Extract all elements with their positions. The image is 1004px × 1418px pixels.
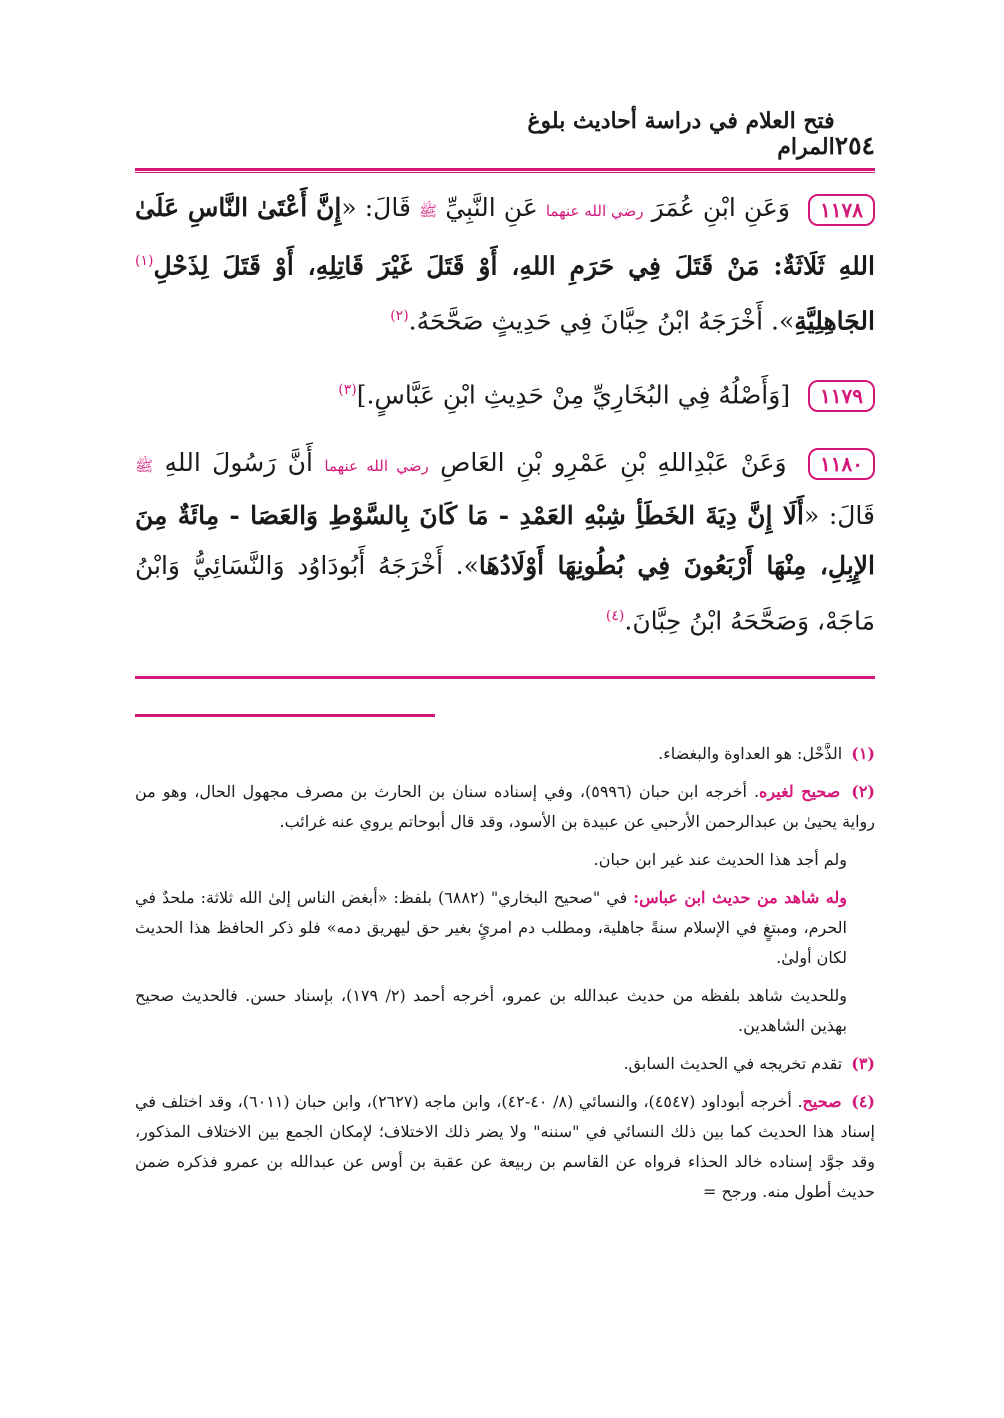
grading-label: صحيح لغيره <box>759 782 841 802</box>
hadith-text: [وَأَصْلُهُ فِي البُخَارِيِّ مِنْ حَدِيثِ ابْنِ عَبَّاسٍ.] <box>356 379 791 409</box>
header-divider <box>135 168 875 173</box>
hadith-number-badge: ١١٧٩ <box>808 380 875 412</box>
hadith-text: أَنَّ رَسُولَ اللهِ <box>164 447 313 477</box>
hadith-1180 <box>135 438 875 646</box>
footnote-4 <box>135 1087 875 1207</box>
prophetic-text: أَلَا إِنَّ دِيَةَ الخَطَأِ شِبْهِ العَمْدِ - مَا كَانَ بِالسَّوْطِ وَالعَصَا - مِائَةٌ مِنَ الإِبِلِ، مِنْهَا أَرْبَعُونَ فِي بُطُونِهَا أَوْلَادُهَا <box>135 500 876 580</box>
footnote-text: ولم أجد هذا الحديث عند غير ابن حبان. <box>593 850 847 870</box>
footnote-2 <box>135 777 875 837</box>
footnote-ref[interactable]: (١) <box>135 253 154 269</box>
footnote-paragraph <box>135 845 875 875</box>
footnote-number: (٤) <box>851 1092 875 1112</box>
footnote-text: تقدم تخريجه في الحديث السابق. <box>623 1054 843 1074</box>
footnotes <box>135 739 875 1207</box>
hadith-number-badge: ١١٨٠ <box>808 448 875 480</box>
hadith-text: وَعَنْ عَبْدِاللهِ بْنِ عَمْرِو بْنِ العَاصِ <box>440 447 787 477</box>
hadith-number-badge: ١١٧٨ <box>808 194 875 226</box>
honorific: ﷺ <box>135 456 154 475</box>
footnote-3 <box>135 1049 875 1079</box>
footnote-number: (٢) <box>851 782 875 802</box>
hadith-1179 <box>135 365 875 420</box>
footnote-text: . أخرجه ابن حبان (٥٩٩٦)، وفي إسناده سنان بن الحارث بن مصرف مجهول الحال، وهو من رواية يحيىٰ بن عبدالرحمن الأرحبي عن عبيدة بن الأسود، وقد قال أبوحاتم يروي عنه غرائب. <box>135 782 875 832</box>
honorific: رضي الله عنهما <box>324 456 429 475</box>
hadith-text: ». أَخْرَجَهُ أَبُودَاوُد وَالنَّسَائِيُّ وَابْنُ مَاجَهْ، وَصَحَّحَهُ ابْنُ حِبَّانَ. <box>135 550 875 636</box>
footnote-text: وللحديث شاهد بلفظه من حديث عبدالله بن عمرو، أخرجه أحمد (٢/ ١٧٩)، بإسناد حسن. فالحديث صحيح بهذين الشاهدين. <box>135 986 847 1036</box>
footnote-ref[interactable]: (٣) <box>338 381 357 398</box>
footnote-ref[interactable]: (٤) <box>605 607 625 624</box>
footnote-text: في "صحيح البخاري" (٦٨٨٢) بلفظ: «أبغض الناس إلىٰ الله ثلاثة: ملحدٌ في الحرم، ومبتغٍ في الإسلام سنةً جاهلية، ومطلب دم امرئٍ بغير حق ليهريق دمه» فلو ذكر الحافظ هذا الحديث لكان أولىٰ. <box>135 888 847 968</box>
hadith-text: ». أَخْرَجَهُ ابْنُ حِبَّانَ فِي حَدِيثٍ صَحَّحَهُ. <box>408 306 795 336</box>
page-number: ٢٥٤ <box>834 131 875 160</box>
running-header <box>135 108 875 160</box>
footnote-1 <box>135 739 875 769</box>
grading-label: صحيح <box>802 1092 842 1112</box>
footnote-number: (١) <box>851 744 875 764</box>
honorific: ﷺ <box>419 202 438 220</box>
hadith-text: وَعَنِ ابْنِ عُمَرَ <box>651 193 790 222</box>
footnote-paragraph <box>135 883 875 973</box>
footnote-number: (٣) <box>851 1054 875 1074</box>
witness-label: وله شاهد من حديث ابن عباس: <box>633 888 847 908</box>
prophetic-text: الجَاهِلِيَّةِ <box>794 306 875 336</box>
hadith-text: قَالَ: « <box>341 193 411 222</box>
book-title: فتح العلام في دراسة أحاديث بلوغ المرام <box>527 108 835 160</box>
footnote-text: . أخرجه أبوداود (٤٥٤٧)، والنسائي (٨/ ٤٠-٤٢)، وابن ماجه (٢٦٢٧)، وابن حبان (٦٠١١)، وقد اختلف في إسناد هذا الحديث كما بين ذلك النسائي في "سننه" ولا يضر ذلك الاختلاف؛ لإمكان الجمع بين الاختلاف المذكور، وقد جوَّد إسناده خالد الحذاء فرواه عن القاسم بن ربيعة عن عقبة بن أوس عن عبدالله بن عمرو فذكره ضمن حديث أطول منه. ورجح = <box>135 1092 875 1202</box>
footnote-separator <box>135 714 435 717</box>
footnote-paragraph <box>135 981 875 1041</box>
prophetic-text: إِنَّ أَعْتَىٰ النَّاسِ عَلَىٰ اللهِ ثَلَاثَةٌ: مَنْ قَتَلَ فِي حَرَمِ اللهِ، أَوْ قَتَلَ غَيْرَ قَاتِلِهِ، أَوْ قَتَلَ لِذَحْلِ <box>135 193 875 281</box>
footnote-text: الذَّحْل: هو العداوة والبغضاء. <box>658 744 843 764</box>
section-divider <box>135 676 875 679</box>
footnote-ref[interactable]: (٢) <box>390 308 409 325</box>
hadith-text: قَالَ: « <box>803 500 875 530</box>
honorific: رضي الله عنهما <box>545 202 644 220</box>
hadith-1178 <box>135 183 875 347</box>
hadith-text: عَنِ النَّبِيِّ <box>445 193 538 222</box>
book-page <box>135 108 876 1215</box>
